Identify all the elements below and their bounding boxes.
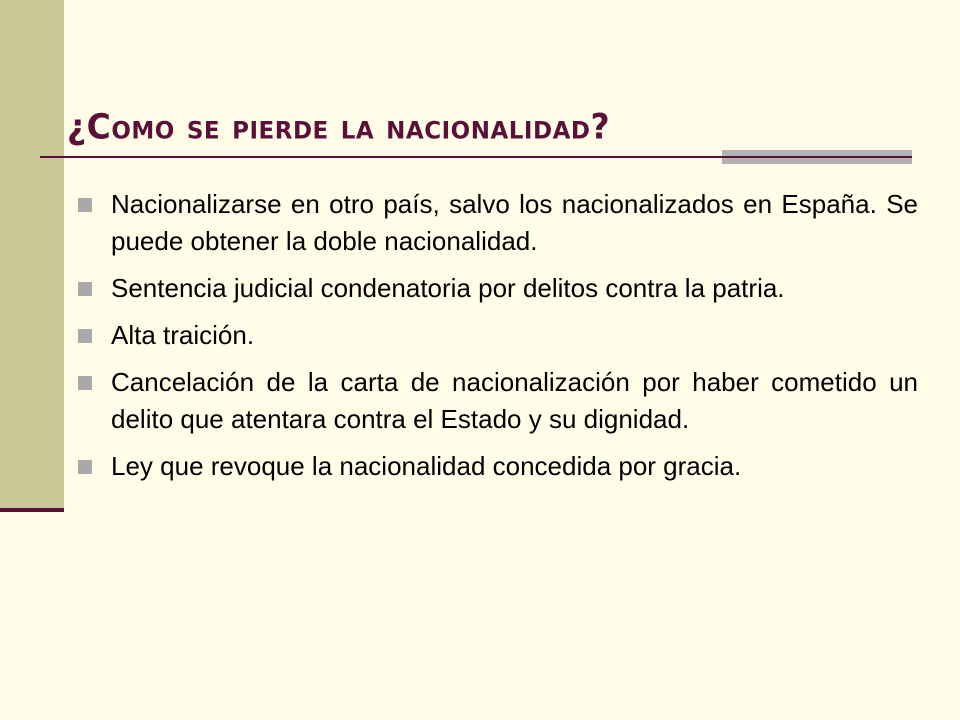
side-band [0,0,64,512]
bullet-text: Nacionalizarse en otro país, salvo los nacionalizados en España. Se puede obtener la doble nacionalidad. [111,189,918,256]
bullet-item-2 [76,270,918,307]
square-bullet-icon [78,282,92,296]
bullet-item-3 [76,317,918,354]
square-bullet-icon [78,376,92,390]
slide-title: ¿Como se pierde la nacionalidad? [67,106,611,147]
side-accent-line [0,508,64,512]
bullet-item-1 [76,186,918,260]
bullet-text: Ley que revoque la nacionalidad concedida por gracia. [111,451,742,481]
bullet-text: Cancelación de la carta de nacionalización por haber cometido un delito que atentara contra el Estado y su dignidad. [111,367,918,434]
square-bullet-icon [78,329,92,343]
square-bullet-icon [78,460,92,474]
bullet-text: Alta traición. [111,320,255,350]
square-bullet-icon [78,198,92,212]
bullet-text: Sentencia judicial condenatoria por delitos contra la patria. [111,273,785,303]
bullet-item-5 [76,448,918,485]
bullet-item-4 [76,364,918,438]
bullet-list [76,186,918,495]
title-underline-accent [722,150,912,164]
